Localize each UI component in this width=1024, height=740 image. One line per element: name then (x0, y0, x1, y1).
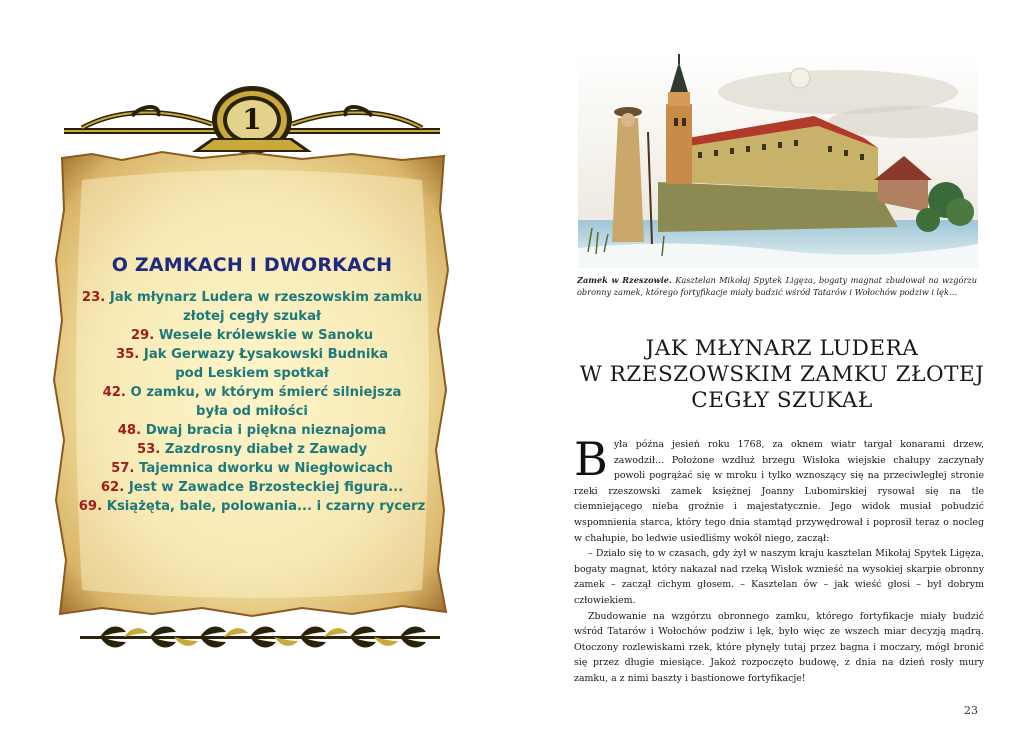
toc-entry[interactable]: 69. Książęta, bale, polowania... i czarny rycerz (78, 499, 426, 514)
toc-entry[interactable]: 23. Jak młynarz Ludera w rzeszowskim zamku (81, 290, 423, 305)
toc-entry[interactable]: 62. Jest w Zawadce Brzosteckiej figura... (100, 480, 404, 495)
toc-entry[interactable]: 42. O zamku, w którym śmierć silniejsza (102, 385, 402, 400)
right-page (512, 0, 1024, 740)
story-title-line: CEGŁY SZUKAŁ (691, 388, 873, 413)
drop-cap: B (574, 432, 608, 486)
paragraph: Była późna jesień roku 1768, za oknem wiatr targał konarami drzew, zawodził… Położone wzdłuż brzegu Wisłoka wiejskie chałupy zaczynały powoli pogrążać się w mroku i tylko wznoszący się na przeciwległej stronie rzeki rzeszowski zamek księżnej Joanny Lubomirskiej rysował się na tle ciemniejącego nieba groźnie i majestatycznie. Jego widok musiał pobudzić wspomnienia starca, który tego dnia stamtąd przywędrował i poprosił teraz o nocleg w chałupie, bo ledwie usiedliśmy wokół niego, zaczął: (574, 432, 984, 544)
story-title-line: W RZESZOWSKIM ZAMKU ZŁOTEJ (579, 362, 985, 387)
illustration-caption (577, 274, 977, 298)
page-number: 23 (964, 704, 978, 717)
story-body (574, 432, 984, 687)
caption-bold: Zamek w Rzeszowie. (577, 275, 672, 285)
toc-list (52, 288, 452, 516)
toc-entry[interactable]: 57. Tajemnica dworku w Niegłowicach (111, 461, 393, 476)
paragraph: Zbudowanie na wzgórzu obronnego zamku, którego fortyfikacje miały budzić wśród Tatarów i Wołochów podziw i lęk, było więc ze wszech miar decyzją mądrą. Otoczony rozlewiskami rzek, które płynęły tutaj przez bagna i moczary, mógł bronić się przez długie miesiące. Jakoż rozpoczęto budowę, z dnia na dzień rosły mury zamku, a z nimi baszty i bastionowe fortyfikacje! (574, 610, 984, 684)
story-title-line: JAK MŁYNARZ LUDERA (645, 336, 919, 361)
toc-entry-continuation[interactable]: złotej cegły szukał (183, 309, 321, 324)
story-title (552, 336, 1012, 414)
toc-title: O ZAMKACH I DWORKACH (111, 254, 393, 276)
toc-entry-continuation[interactable]: była od miłości (196, 404, 308, 419)
table-of-contents (52, 150, 452, 618)
toc-entry-continuation[interactable]: pod Leskiem spotkał (175, 366, 329, 381)
toc-entry[interactable]: 53. Zazdrosny diabeł z Zawady (136, 442, 368, 457)
toc-entry[interactable]: 29. Wesele królewskie w Sanoku (130, 328, 374, 343)
caption-text: Kasztelan Mikołaj Spytek Ligęza, bogaty magnat zbudował na wzgórzu obronny zamek, którego fortyfikacje miały budzić wśród Tatarów i Wołochów podziw i lęk… (577, 275, 977, 297)
laurel-ornament-bottom (80, 620, 440, 654)
toc-entry[interactable]: 35. Jak Gerwazy Łysakowski Budnika (115, 347, 389, 362)
castle-illustration (578, 52, 978, 268)
paragraph: – Działo się to w czasach, gdy żył w naszym kraju kasztelan Mikołaj Spytek Ligęza, bogaty magnat, który nakazał nad rzeką Wisłok wznieść na wysokiej skarpie obronny zamek – zaczął cichym głosem. – Kasztelan ów – jak wieść głosi – był dobrym człowiekiem. (574, 548, 984, 606)
chapter-number: 1 (242, 102, 262, 136)
toc-entry[interactable]: 48. Dwaj bracia i piękna nieznajoma (117, 423, 387, 438)
